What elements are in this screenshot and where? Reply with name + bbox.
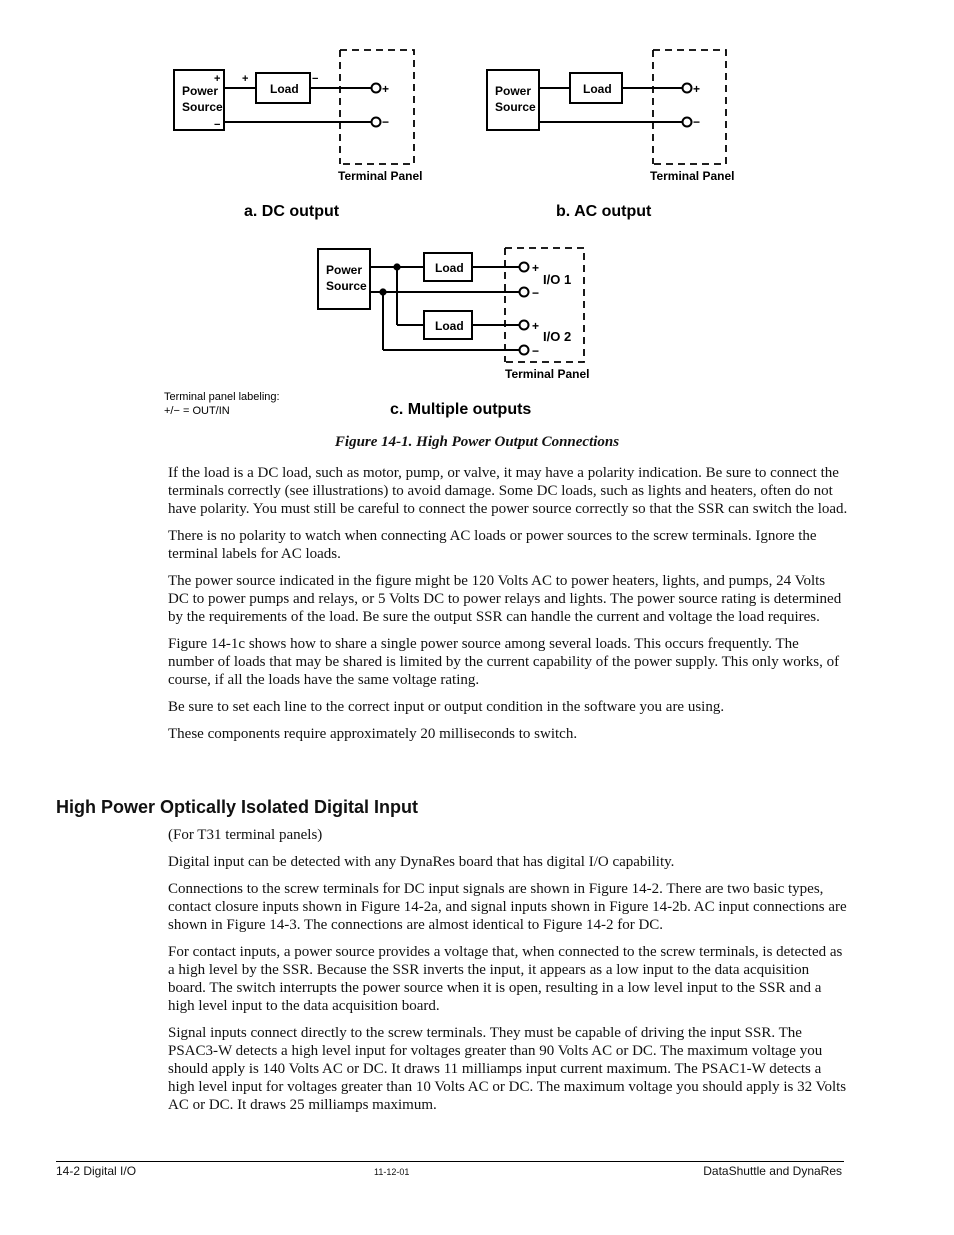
panel-b-title: b. AC output [556,203,652,220]
footer-rule [56,1161,844,1162]
paragraph: There is no polarity to watch when connecting AC loads or power sources to the screw terminals. Ignore the terminal labels for AC loads. [168,528,817,562]
svg-text:+: + [382,82,390,96]
svg-text:−: − [693,115,701,129]
panel-a-title: a. DC output [244,203,340,220]
paragraph: For contact inputs, a power source provides a voltage that, when connected to the screw terminals, is detected as a high level by the SSR. Because the SSR inverts the input, it appears as a low input to the data acquisition board. The switch interrupts the power source when it is open, resulting in a low level input to the SSR and a high level input to the data acquisition board. [168,944,843,1014]
panel-c-load-2-label: Load [435,319,464,333]
svg-text:+: + [242,73,249,85]
paragraph: These components require approximately 20 milliseconds to switch. [168,726,578,742]
paragraph: Connections to the screw terminals for DC input signals are shown in Figure 14-2. There are two basic types, contact closure inputs shown in Figure 14-2a, and signal inputs shown in Figure 14-2b. AC input connections are shown in Figure 14-3. The connections are almost identical to Figure 14-2 for DC. [168,881,847,933]
paragraph: The power source indicated in the figure might be 120 Volts AC to power heaters, lights, and pumps, 24 Volts DC to power pumps and relays, or 5 Volts DC to power relays and lights. The power source rating is determined by the requirements of the load. Be sure the output SSR can handle the current and voltage the load requires. [168,573,842,625]
panel-c-power-label: Power [326,263,363,277]
paragraph: Digital input can be detected with any DynaRes board that has digital I/O capability. [168,854,675,870]
panel-a-load-label: Load [270,82,299,96]
panel-b-source-label: Source [495,100,536,114]
panel-c-load-1-label: Load [435,261,464,275]
svg-text:−: − [214,119,221,131]
terminal-panel-outline [340,50,414,164]
svg-text:+: + [693,82,701,96]
figure-caption: Figure 14-1. High Power Output Connections [334,434,620,450]
body-text-top [168,464,848,752]
io-1-label: I/O 1 [543,272,572,287]
paragraph: Be sure to set each line to the correct input or output condition in the software you are using. [168,699,725,715]
io-2-label: I/O 2 [543,329,572,344]
paragraph: (For T31 terminal panels) [168,827,323,843]
panel-c-source-label: Source [326,279,367,293]
svg-text:−: − [382,115,390,129]
panel-a-source-label: Source [182,100,223,114]
panel-b-load-label: Load [583,82,612,96]
svg-text:−: − [532,286,540,300]
paragraph: If the load is a DC load, such as motor, pump, or valve, it may have a polarity indication. Be sure to connect the terminals correctly (see illustrations) to avoid damage. Some DC loads, such as lights and heaters, often do not have polarity. You must still be careful to connect the power source correctly so that the SSR can switch the load. [168,465,848,517]
footer-date: 11-12-01 [374,1167,410,1177]
footer-product: DataShuttle and DynaRes [703,1164,842,1178]
svg-text:−: − [312,73,319,85]
panel-a-power-label: Power [182,84,219,98]
footer-page-number: 14-2 Digital I/O [56,1164,137,1178]
panel-b-power-label: Power [495,84,532,98]
panel-c-title: c. Multiple outputs [390,401,532,418]
svg-text:−: − [532,344,540,358]
terminal-note-line2: +/− = OUT/IN [164,405,230,417]
svg-text:+: + [532,261,540,275]
high-power-output-figure [150,30,750,430]
section-heading: High Power Optically Isolated Digital Input [56,797,419,817]
paragraph: Figure 14-1c shows how to share a single power source among several loads. This occurs frequently. The number of loads that may be shared is limited by the current capability of the power supply. This only works, of course, if all the loads have the same voltage rating. [168,636,840,688]
panel-c-terminal-label: Terminal Panel [505,367,590,381]
svg-text:+: + [214,73,221,85]
panel-b-terminal-label: Terminal Panel [650,169,735,183]
svg-text:+: + [532,319,540,333]
wiring-diagram [150,30,750,430]
terminal-note-line1: Terminal panel labeling: [164,391,280,403]
panel-a-terminal-label: Terminal Panel [338,169,423,183]
paragraph: Signal inputs connect directly to the screw terminals. They must be capable of driving the input SSR. The PSAC3-W detects a high level input for voltages greater than 90 Volts AC or DC. The maximum voltage you should apply is 140 Volts AC or DC. It draws 11 milliamps input current maximum. The PSAC1-W detects a high level input for voltages greater than 10 Volts AC or DC. The maximum voltage you should apply is 32 Volts AC or DC. It draws 25 milliamps maximum. [168,1025,847,1113]
body-text-bottom [168,826,848,1123]
